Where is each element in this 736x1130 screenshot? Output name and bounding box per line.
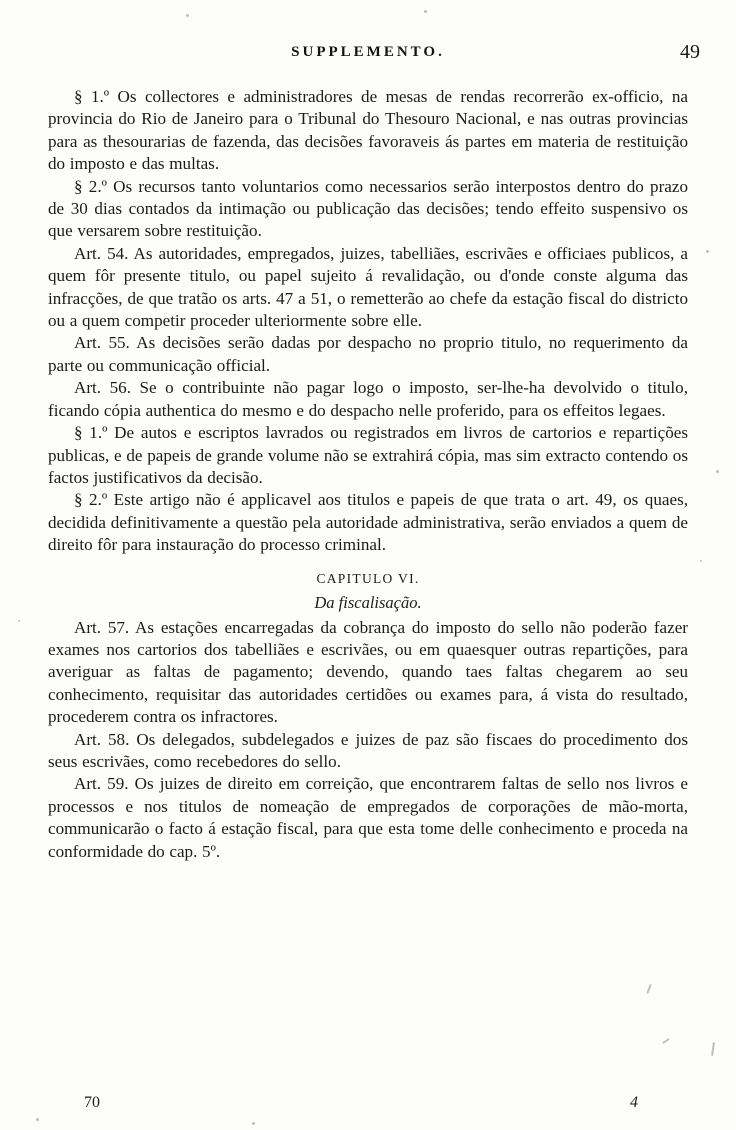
article-paragraph: Art. 59. Os juizes de direito em correição, que encontrarem faltas de sello nos livros e processos e nos titulos de nomeação de empregados de corporações de mão-morta, communicarão o facto á estação fiscal, para que esta tome delle conhecimento e proceda na conformidade do cap. 5º. (48, 774, 688, 861)
chapter-subtitle: Da fiscalisação. (314, 592, 422, 612)
article-paragraph: Art. 58. Os delegados, subdelegados e juizes de paz são fiscaes do procedimento dos seus escrivães, como recebedores do sello. (48, 729, 688, 771)
header-title: SUPPLEMENTO. (291, 44, 445, 60)
page-footer (48, 1094, 700, 1116)
scan-speck (716, 470, 719, 473)
footer-signature-right: 4 (630, 1094, 638, 1111)
scan-speck (700, 560, 702, 562)
scan-speck (36, 1118, 39, 1121)
scan-speck (706, 250, 709, 253)
paragraph: § 1.º Os collectores e administradores de mesas de rendas recorrerão ex-officio, na provincia do Rio de Janeiro para o Tribunal do Thesouro Nacional, e nas outras provincias para as thesourarias de fazenda, das decisões favoraveis ás partes em materia de restituição do imposto e das multas. (48, 87, 688, 174)
scan-speck (646, 984, 651, 994)
chapter-label: CAPITULO VI. (316, 570, 420, 586)
paragraph: § 2.º Os recursos tanto voluntarios como necessarios serão interpostos dentro do prazo de 30 dias contados da intimação ou publicação das decisões; tendo effeito suspensivo os que versarem sobre restituição. (48, 176, 688, 241)
document-body (48, 86, 688, 863)
paragraph: § 2.º Este artigo não é applicavel aos titulos e papeis de que trata o art. 49, os quaes, decidida definitivamente a questão pela autoridade administrativa, serão enviados a quem de direito fôr para instauração do processo criminal. (48, 490, 688, 555)
footer-signature-left: 70 (84, 1094, 100, 1111)
paragraph: Art. 56. Se o contribuinte não pagar logo o imposto, ser-lhe-ha devolvido o titulo, ficando cópia authentica do mesmo e do despacho nelle proferido, para os effeitos legaes. (48, 378, 688, 420)
paragraph: Art. 54. As autoridades, empregados, juizes, tabelliães, escrivães e officiaes publicos, a quem fôr presente titulo, ou papel sujeito á revalidação, ou d'onde conste alguma das infracções, de que tratão os arts. 47 a 51, o remetterão ao chefe da estação fiscal do districto ou a quem competir proceder ulteriormente sobre elle. (48, 243, 688, 331)
page-header (0, 41, 736, 70)
scan-speck (711, 1042, 715, 1056)
paragraph: § 1.º De autos e escriptos lavrados ou registrados em livros de cartorios e repartições publicas, e de papeis de grande volume não se extrahirá cópia, mas sim extracto contendo os factos justificativos da decisão. (48, 423, 688, 487)
paragraph: Art. 55. As decisões serão dadas por despacho no proprio titulo, no requerimento da parte ou communicação official. (48, 333, 688, 375)
scan-speck (18, 620, 20, 622)
scan-speck (662, 1038, 670, 1044)
scan-speck (186, 14, 189, 17)
scan-speck (424, 10, 427, 13)
page-number: 49 (680, 41, 700, 63)
scan-speck (252, 1122, 255, 1125)
article-paragraph: Art. 57. As estações encarregadas da cobrança do imposto do sello não poderão fazer exames nos cartorios dos tabelliães e escrivães, ou em quaesquer outras repartições, para averiguar as faltas de pagamento; devendo, quando taes faltas chegarem ao seu conhecimento, requisitar das autoridades certidões ou exames para, á vista do resultado, procederem contra os infractores. (48, 617, 688, 727)
